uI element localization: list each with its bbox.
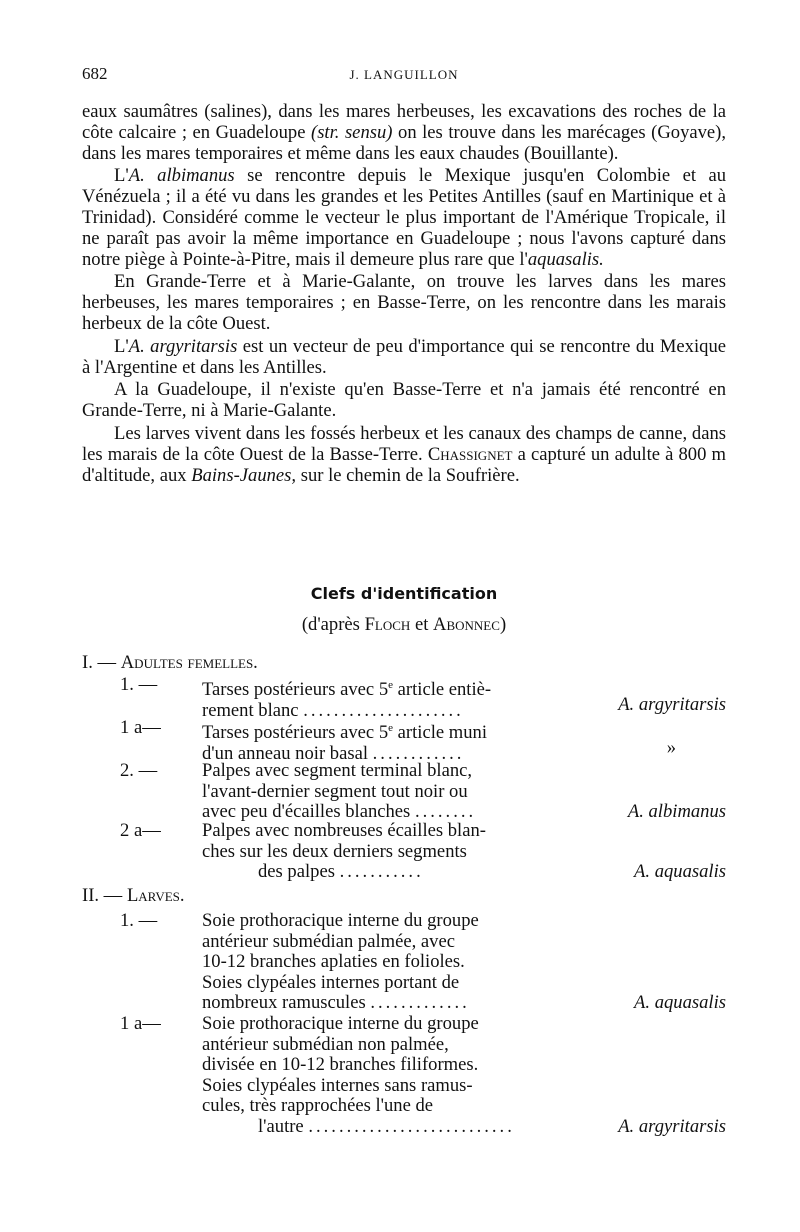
entry-text (202, 911, 628, 1014)
line-text: avec peu d'écailles blanches (202, 801, 411, 822)
entry-line: antérieur submédian palmée, avec (202, 930, 455, 952)
entry-line: nombreux ramuscules ............. (202, 992, 470, 1013)
section1-label: I. — (82, 652, 117, 673)
entry-line: Palpes avec segment terminal blanc, (202, 760, 473, 781)
key-entry-adult-1 (82, 675, 726, 721)
entry-text (202, 1014, 628, 1137)
entry-number: 1 a— (120, 717, 161, 738)
entry-line: d'un anneau noir basal ............ (202, 742, 465, 764)
entry-line: Palpes avec nombreuses écailles blan- (202, 820, 486, 841)
entry-number: 2. — (120, 760, 158, 781)
subtitle-and: et (414, 614, 429, 635)
p6-c: sur le chemin de la Soufrière. (300, 464, 520, 486)
entry-text (202, 675, 628, 721)
species-name: A. albimanus (627, 801, 726, 822)
section2-title: Larves. (126, 885, 185, 906)
paragraph-5: A la Guadeloupe, il n'existe qu'en Basse-Terre et n'a jamais été rencontré en Grande-Terre, ni à Marie-Galante. (82, 379, 726, 422)
species-name: A. aquasalis (634, 992, 726, 1013)
key-entry-adult-1a (82, 718, 726, 764)
p4-b: est un vecteur de peu d'importance qui se rencontre du Mexique à l'Argentine et dans les Antilles. (82, 335, 726, 378)
paragraph-4 (82, 337, 726, 379)
paragraph-2 (82, 166, 726, 270)
entry-number: 1. — (120, 910, 158, 931)
section-heading-larvae (82, 885, 185, 907)
entry-number: 1. — (120, 674, 158, 695)
p2-species2: aquasalis. (527, 248, 604, 270)
entry-line: Soie prothoracique interne du groupe (202, 1013, 479, 1034)
author-floch: Floch (364, 614, 411, 635)
entry-line: des palpes ........... (258, 861, 424, 882)
entry-line: Soie prothoracique interne du groupe (202, 910, 479, 931)
p4-a: L' (114, 335, 129, 357)
species-ditto: » (666, 737, 676, 758)
author-abonnec: Abonnec (433, 614, 500, 635)
key-entry-larva-1a (82, 1014, 726, 1137)
p6-place: Bains-Jaunes, (191, 464, 297, 486)
entry-line: Tarses postérieurs avec 5e article muni (202, 722, 487, 744)
entry-line: cules, très rapprochées l'une de (202, 1095, 434, 1116)
line-text: rement blanc (202, 699, 299, 721)
p6-b: a capturé un adulte à 800 m d'altitude, aux (82, 443, 726, 486)
paragraph-6 (82, 424, 726, 486)
key-title: Clefs d'identification (310, 584, 498, 603)
section-heading-adults (82, 652, 258, 674)
key-subtitle (82, 614, 726, 636)
body-text (82, 102, 726, 488)
entry-line: rement blanc ..................... (202, 699, 464, 721)
species-name: A. argyritarsis (618, 1116, 726, 1137)
p1-end: on les trouve dans les marécages (Goyave), dans les mares temporaires et même dans les eaux chaudes (Bouillante). (82, 121, 727, 164)
p2-a: L' (114, 165, 129, 187)
p4-species: A. argyritarsis (128, 335, 238, 357)
paragraph-1 (82, 102, 726, 164)
entry-number: 1 a— (120, 1013, 161, 1034)
entry-number: 2 a— (120, 820, 161, 841)
entry-line: l'autre ........................... (258, 1115, 515, 1137)
entry-line: 10-12 branches aplaties en folioles. (202, 951, 465, 972)
running-title: J. LANGUILLON (349, 67, 459, 82)
entry-line: antérieur submédian non palmée, (202, 1033, 449, 1055)
entry-line: ches sur les deux derniers segments (202, 840, 467, 862)
p1-text: eaux saumâtres (salines), dans les mares herbeuses, les excavations des roches de la côte calcaire ; en Guadeloupe (82, 101, 726, 143)
section2-label: II. — (82, 885, 123, 906)
p1-italic: (str. sensu) (311, 121, 393, 143)
p2-species: A. albimanus (128, 165, 235, 187)
entry-line: Tarses postérieurs avec 5e article entiè- (202, 679, 492, 701)
key-entry-larva-1 (82, 911, 726, 1014)
subtitle-a: (d'après (301, 614, 360, 635)
line-text: nombreux ramuscules (202, 992, 366, 1013)
page-number: 682 (82, 64, 108, 83)
entry-line: l'avant-dernier segment tout noir ou (202, 780, 468, 802)
key-entry-adult-2a (82, 821, 726, 883)
species-name: A. aquasalis (634, 861, 726, 882)
subtitle-end: ) (499, 614, 507, 635)
p2-b: se rencontre depuis le Mexique jusqu'en Colombie et au Vénézuela ; il a été vu dans les grandes et les Petites Antilles (sauf en Martinique et à Trinidad). Considéré comme le vecteur le plus important de l'Amérique Tropicale, il ne paraît pas avoir la même importance en Guadeloupe ; nous l'avons capturé dans notre piège à Pointe-à-Pitre, mais il demeure plus rare que l' (82, 165, 726, 270)
entry-line: divisée en 10-12 branches filiformes. (202, 1054, 479, 1075)
line-text: l'autre (258, 1115, 304, 1137)
entry-line: Soies clypéales internes sans ramus- (202, 1074, 473, 1096)
entry-line: Soies clypéales internes portant de (202, 971, 460, 993)
entry-line: avec peu d'écailles blanches ........ (202, 801, 477, 822)
line-text: des palpes (258, 861, 335, 882)
section1-title: Adultes femelles. (120, 652, 258, 673)
p6-author: Chassignet (427, 443, 513, 465)
entry-text (202, 821, 628, 883)
p6-a: Les larves vivent dans les fossés herbeux et les canaux des champs de canne, dans les marais de la côte Ouest de la Basse-Terre. (82, 422, 726, 465)
paragraph-3: En Grande-Terre et à Marie-Galante, on trouve les larves dans les mares herbeuses, les mares temporaires ; en Basse-Terre, on les rencontre dans les marais herbeux de la côte Ouest. (82, 271, 726, 334)
line-text: d'un anneau noir basal (202, 742, 368, 764)
entry-text (202, 761, 628, 823)
entry-text (202, 718, 628, 764)
species-name: A. argyritarsis (618, 694, 726, 715)
running-header (82, 64, 726, 88)
key-entry-adult-2 (82, 761, 726, 823)
